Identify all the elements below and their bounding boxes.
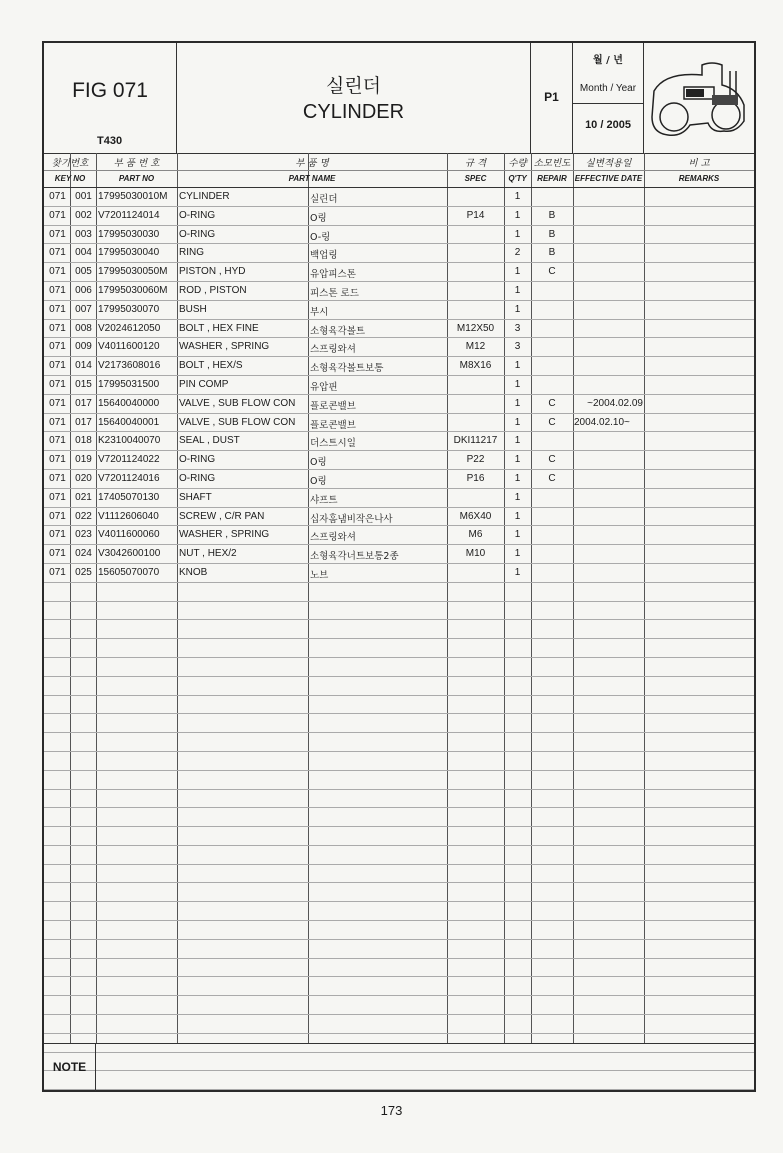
cell-name-kr: 유압핀 — [310, 381, 338, 393]
cell-name-en: O-RING — [179, 209, 216, 221]
cell-part: V2024612050 — [98, 322, 161, 334]
cell-spec: M6X40 — [459, 510, 492, 522]
cell-part: V1112606040 — [98, 510, 159, 522]
part-header-kr: 부 품 번 호 — [113, 158, 160, 169]
cell-name-en: ROD , PISTON — [179, 284, 247, 296]
cell-name-en: PIN COMP — [179, 378, 229, 390]
empty-row — [44, 771, 754, 790]
cell-name-en: WASHER , SPRING — [179, 529, 270, 541]
cell-name-en: NUT , HEX/2 — [179, 548, 237, 560]
cell-qty: 1 — [514, 303, 521, 315]
cell-part: V4011600120 — [98, 341, 160, 353]
empty-row — [44, 790, 754, 809]
cell-part: 17995030040 — [98, 247, 160, 259]
cell-key: 003 — [75, 228, 92, 240]
cell-fig: 071 — [49, 548, 66, 560]
cell-name-kr: 백업링 — [310, 250, 338, 262]
table-row — [44, 432, 754, 451]
part-header-en: PART NO — [118, 174, 155, 183]
table-row — [44, 414, 754, 433]
empty-row — [44, 620, 754, 639]
cell-key: 025 — [75, 566, 92, 578]
cell-name-kr: 스프링와셔 — [310, 532, 356, 544]
column-header-english — [44, 170, 754, 188]
cell-name-kr: O링 — [310, 212, 327, 224]
empty-row — [44, 752, 754, 771]
cell-qty: 1 — [514, 209, 521, 221]
cell-spec: M8X16 — [459, 360, 492, 372]
key-header-en: KEY NO — [54, 174, 86, 183]
empty-row — [44, 639, 754, 658]
cell-qty: 1 — [514, 510, 521, 522]
cell-fig: 071 — [49, 566, 66, 578]
cell-qty: 1 — [514, 284, 521, 296]
cell-name-kr: 십자홈냄비작은나사 — [310, 513, 393, 525]
cell-name-en: BOLT , HEX/S — [179, 360, 243, 372]
name-header-en: PART NAME — [288, 174, 336, 183]
cell-key: 005 — [75, 266, 92, 278]
empty-row — [44, 846, 754, 865]
cell-qty: 1 — [514, 397, 521, 409]
cell-spec: M10 — [465, 548, 486, 560]
cell-name-kr: 부시 — [310, 306, 329, 318]
cell-key: 018 — [75, 435, 92, 447]
cell-qty: 1 — [514, 360, 521, 372]
table-body — [44, 188, 754, 1090]
model-number: T430 — [97, 135, 123, 147]
empty-row — [44, 733, 754, 752]
table-row — [44, 338, 754, 357]
cell-name-en: O-RING — [179, 472, 216, 484]
cell-fig: 071 — [49, 209, 66, 221]
empty-row — [44, 658, 754, 677]
cell-name-kr: 샤프트 — [310, 494, 338, 506]
cell-part: 17995030030 — [98, 228, 160, 240]
cell-part: 17995030060M — [98, 284, 168, 296]
cell-fig: 071 — [49, 397, 66, 409]
cell-repair: C — [548, 472, 556, 484]
cell-fig: 071 — [49, 303, 66, 315]
cell-fig: 071 — [49, 284, 66, 296]
table-row — [44, 376, 754, 395]
cell-repair: C — [548, 266, 556, 278]
tractor-icon — [650, 61, 750, 139]
table-row — [44, 263, 754, 282]
cell-fig: 071 — [49, 510, 66, 522]
table-row — [44, 244, 754, 263]
parts-table — [44, 153, 754, 1043]
table-row — [44, 526, 754, 545]
table-row — [44, 395, 754, 414]
cell-qty: 1 — [514, 435, 521, 447]
empty-row — [44, 940, 754, 959]
cell-repair: B — [548, 247, 556, 259]
cell-key: 008 — [75, 322, 92, 334]
cell-part: 17405070130 — [98, 491, 160, 503]
date-value: 10 / 2005 — [585, 119, 631, 131]
cell-fig: 071 — [49, 228, 66, 240]
empty-row — [44, 714, 754, 733]
page-cell — [531, 43, 573, 153]
date-divider — [573, 103, 643, 104]
table-row — [44, 320, 754, 339]
cell-fig: 071 — [49, 472, 66, 484]
spec-header-kr: 규 격 — [464, 158, 487, 169]
cell-part: V2173608016 — [98, 360, 161, 372]
cell-spec: DKI11217 — [453, 435, 498, 447]
cell-qty: 2 — [514, 247, 521, 259]
cell-name-en: BOLT , HEX FINE — [179, 322, 259, 334]
note-label: NOTE — [44, 1044, 96, 1091]
remarks-header-kr: 비 고 — [688, 158, 710, 169]
cell-fig: 071 — [49, 191, 66, 202]
cell-qty: 3 — [514, 341, 521, 353]
table-row — [44, 545, 754, 564]
cell-qty: 1 — [514, 491, 521, 503]
table-row — [44, 489, 754, 508]
parts-sheet — [42, 41, 756, 1092]
cell-part: 17995030010M — [98, 191, 168, 202]
cell-name-kr: 소형육각볼트 — [310, 325, 366, 337]
cell-name-en: PISTON , HYD — [179, 266, 246, 278]
cell-part: 15640040000 — [98, 397, 160, 409]
cell-spec: P16 — [466, 472, 485, 484]
cell-name-en: CYLINDER — [179, 191, 230, 202]
cell-repair: B — [548, 209, 556, 221]
cell-key: 020 — [75, 472, 92, 484]
column-header-korean — [44, 153, 754, 171]
table-row — [44, 564, 754, 583]
empty-row — [44, 883, 754, 902]
table-row — [44, 226, 754, 245]
title-korean: 실린더 — [325, 75, 382, 97]
logo-cell — [644, 43, 754, 153]
cell-key: 019 — [75, 454, 92, 466]
table-row — [44, 508, 754, 527]
cell-key: 023 — [75, 529, 92, 541]
note-box — [44, 1043, 754, 1091]
cell-name-kr: 플로콘밸브 — [310, 419, 356, 431]
cell-name-en: WASHER , SPRING — [179, 341, 270, 353]
cell-spec: M12 — [465, 341, 486, 353]
eff-header-en: EFFECTIVE DATE — [574, 174, 643, 183]
cell-key: 007 — [75, 303, 92, 315]
sheet-header — [44, 43, 754, 154]
cell-part: 17995030050M — [98, 266, 168, 278]
cell-qty: 3 — [514, 322, 521, 334]
fig-number: FIG 071 — [72, 79, 148, 102]
cell-qty: 1 — [514, 566, 521, 578]
cell-name-kr: O링 — [310, 475, 327, 487]
qty-header-en: Q'TY — [508, 174, 527, 183]
key-header-kr: 찾기번호 — [51, 158, 89, 169]
spec-header-en: SPEC — [464, 174, 487, 183]
cell-name-kr: 피스톤 로드 — [310, 287, 359, 299]
empty-row — [44, 1015, 754, 1034]
empty-row — [44, 865, 754, 884]
cell-key: 017 — [75, 397, 92, 409]
empty-row — [44, 902, 754, 921]
cell-key: 009 — [75, 341, 92, 353]
cell-name-en: KNOB — [179, 566, 208, 578]
cell-spec: P22 — [466, 454, 485, 466]
repair-header-kr: 소모빈도 — [533, 158, 571, 169]
cell-fig: 071 — [49, 360, 66, 372]
cell-part: V3042600100 — [98, 548, 161, 560]
page-number: 173 — [380, 1103, 403, 1118]
cell-name-en: SCREW , C/R PAN — [179, 510, 265, 522]
cell-name-kr: 소형육각볼트보통 — [310, 363, 384, 375]
cell-name-en: RING — [179, 247, 204, 259]
cell-name-kr: 스프링와셔 — [310, 344, 356, 356]
cell-spec: M6 — [468, 529, 483, 541]
cell-fig: 071 — [49, 416, 66, 428]
table-row — [44, 357, 754, 376]
eff-header-kr: 실변적용일 — [585, 158, 632, 169]
cell-key: 022 — [75, 510, 92, 522]
table-row — [44, 188, 754, 207]
qty-header-kr: 수량 — [508, 158, 527, 169]
title-english: CYLINDER — [302, 101, 405, 123]
repair-header-en: REPAIR — [537, 174, 567, 183]
cell-key: 002 — [75, 209, 92, 221]
cell-name-kr: 소형육각너트보통2종 — [310, 551, 399, 563]
cell-name-en: SEAL , DUST — [179, 435, 240, 447]
cell-qty: 1 — [514, 266, 521, 278]
cell-key: 017 — [75, 416, 92, 428]
table-row — [44, 282, 754, 301]
cell-part: 15605070070 — [98, 566, 160, 578]
cell-repair: C — [548, 397, 556, 409]
title-cell — [177, 43, 531, 153]
cell-part: V4011600060 — [98, 529, 160, 541]
cell-name-kr: O링 — [310, 457, 327, 469]
empty-row — [44, 996, 754, 1015]
date-label-english: Month / Year — [579, 83, 637, 94]
cell-name-kr: O-링 — [310, 231, 331, 243]
cell-name-kr: 더스트시일 — [310, 438, 356, 450]
cell-key: 024 — [75, 548, 92, 560]
cell-part: V7201124014 — [98, 209, 160, 221]
table-row — [44, 451, 754, 470]
empty-row — [44, 677, 754, 696]
cell-spec: M12X50 — [456, 322, 495, 334]
cell-name-kr: 유압피스톤 — [310, 269, 356, 281]
cell-name-en: VALVE , SUB FLOW CON — [179, 397, 296, 409]
date-cell — [573, 43, 644, 153]
cell-part: 17995030070 — [98, 303, 160, 315]
cell-part: V7201124016 — [98, 472, 160, 484]
empty-row — [44, 696, 754, 715]
cell-name-en: VALVE , SUB FLOW CON — [179, 416, 296, 428]
name-header-kr: 부 품 명 — [295, 158, 329, 169]
cell-name-kr: 플로콘밸브 — [310, 400, 356, 412]
cell-qty: 1 — [514, 416, 521, 428]
cell-qty: 1 — [514, 228, 521, 240]
cell-fig: 071 — [49, 341, 66, 353]
fig-cell — [44, 43, 177, 153]
cell-name-en: O-RING — [179, 454, 216, 466]
empty-row — [44, 602, 754, 621]
cell-name-en: O-RING — [179, 228, 216, 240]
cell-key: 006 — [75, 284, 92, 296]
cell-fig: 071 — [49, 454, 66, 466]
cell-qty: 1 — [514, 472, 521, 484]
cell-key: 001 — [75, 191, 92, 202]
empty-row — [44, 977, 754, 996]
cell-repair: C — [548, 454, 556, 466]
remarks-header-en: REMARKS — [678, 174, 720, 183]
cell-part: 17995031500 — [98, 378, 160, 390]
cell-repair: C — [548, 416, 556, 428]
cell-part: K2310040070 — [98, 435, 161, 447]
cell-fig: 071 — [49, 491, 66, 503]
cell-name-en: BUSH — [179, 303, 207, 315]
cell-key: 021 — [75, 491, 92, 503]
cell-fig: 071 — [49, 529, 66, 541]
cell-fig: 071 — [49, 266, 66, 278]
empty-row — [44, 583, 754, 602]
empty-row — [44, 827, 754, 846]
cell-qty: 1 — [514, 529, 521, 541]
cell-key: 004 — [75, 247, 92, 259]
empty-row — [44, 921, 754, 940]
table-row — [44, 470, 754, 489]
date-label-korean: 월 / 년 — [593, 55, 623, 66]
cell-fig: 071 — [49, 322, 66, 334]
table-row — [44, 207, 754, 226]
cell-fig: 071 — [49, 247, 66, 259]
cell-key: 015 — [75, 378, 92, 390]
cell-name-kr: 노브 — [310, 569, 329, 581]
cell-eff: ~2004.02.09 — [587, 397, 643, 409]
cell-name-kr: 실린더 — [310, 194, 338, 205]
page-code: P1 — [544, 90, 559, 104]
cell-qty: 1 — [514, 378, 521, 390]
cell-part: 15640040001 — [98, 416, 160, 428]
cell-eff: 2004.02.10~ — [574, 416, 630, 428]
cell-qty: 1 — [514, 454, 521, 466]
table-row — [44, 301, 754, 320]
cell-qty: 1 — [514, 191, 521, 202]
cell-qty: 1 — [514, 548, 521, 560]
cell-key: 014 — [75, 360, 92, 372]
cell-repair: B — [548, 228, 556, 240]
cell-part: V7201124022 — [98, 454, 160, 466]
cell-spec: P14 — [466, 209, 485, 221]
cell-fig: 071 — [49, 435, 66, 447]
cell-fig: 071 — [49, 378, 66, 390]
empty-row — [44, 808, 754, 827]
empty-row — [44, 959, 754, 978]
cell-name-en: SHAFT — [179, 491, 212, 503]
